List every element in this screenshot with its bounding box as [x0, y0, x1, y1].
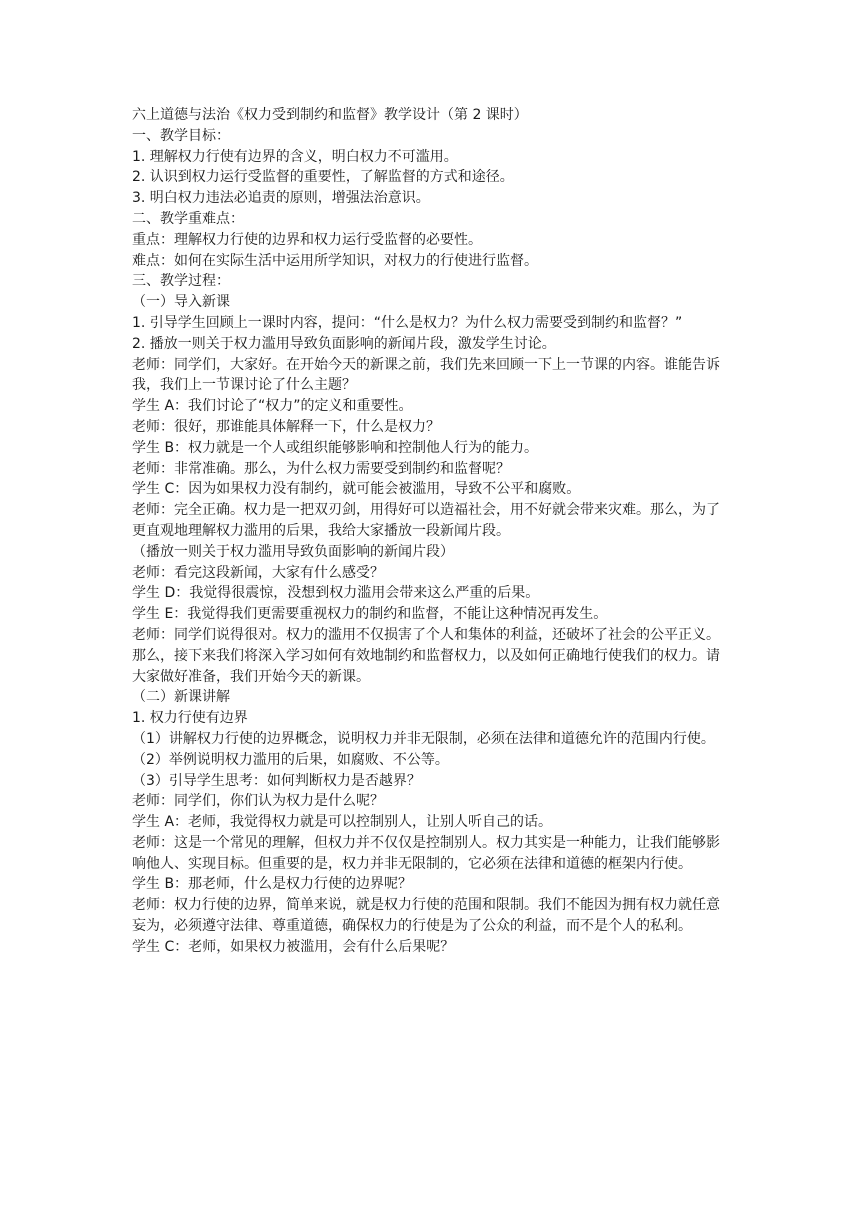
paragraph-line: 老师：同学们说得很对。权力的滥用不仅损害了个人和集体的利益，还破坏了社会的公平正义。那么，接下来我们将深入学习如何有效地制约和监督权力，以及如何正确地行使我们的权力。请大家做好准备，我们开始今天的新课。	[132, 626, 720, 685]
paragraph-line: 难点：如何在实际生活中运用所学知识，对权力的行使进行监督。	[132, 252, 538, 269]
paragraph-line: （二）新课讲解	[132, 689, 230, 706]
paragraph-line: 一、教学目标：	[132, 127, 230, 144]
paragraph-line: 1. 引导学生回顾上一课时内容，提问：“什么是权力？为什么权力需要受到制约和监督？”	[132, 314, 683, 331]
paragraph-line: （3）引导学生思考：如何判断权力是否越界？	[132, 772, 421, 789]
paragraph-line: 学生 A：我们讨论了“权力”的定义和重要性。	[132, 398, 413, 415]
paragraph-line: 学生 C：老师，如果权力被滥用，会有什么后果呢？	[132, 938, 455, 955]
paragraph-line: 3. 明白权力违法必追责的原则，增强法治意识。	[132, 190, 430, 207]
paragraph-line: 学生 C：因为如果权力没有制约，就可能会被滥用，导致不公平和腐败。	[132, 481, 581, 498]
paragraph-line: 学生 A：老师，我觉得权力就是可以控制别人，让别人听自己的话。	[132, 814, 553, 831]
paragraph-line: （播放一则关于权力滥用导致负面影响的新闻片段）	[132, 543, 454, 560]
paragraph-line: （2）举例说明权力滥用的后果，如腐败、不公等。	[132, 751, 449, 768]
paragraph-line: 老师：非常准确。那么，为什么权力需要受到制约和监督呢？	[132, 460, 510, 477]
document-title: 六上道德与法治《权力受到制约和监督》教学设计（第 2 课时）	[132, 107, 528, 123]
paragraph-line: 学生 E：我觉得我们更需要重视权力的制约和监督，不能让这种情况再发生。	[132, 606, 608, 623]
paragraph-line: 二、教学重难点：	[132, 210, 244, 227]
paragraph-line: 三、教学过程：	[132, 273, 230, 290]
paragraph-line: 老师：看完这段新闻，大家有什么感受？	[132, 564, 384, 581]
paragraph-line: 1. 权力行使有边界	[132, 710, 248, 727]
paragraph-line: 老师：权力行使的边界，简单来说，就是权力行使的范围和限制。我们不能因为拥有权力就任意妄为，必须遵守法律、尊重道德，确保权力的行使是为了公众的利益，而不是个人的私利。	[132, 897, 720, 935]
paragraph-line: 学生 B：权力就是一个人或组织能够影响和控制他人行为的能力。	[132, 439, 539, 456]
paragraph-line: 老师：同学们，你们认为权力是什么呢？	[132, 793, 384, 810]
paragraph-line: 老师：完全正确。权力是一把双刃剑，用得好可以造福社会，用不好就会带来灾难。那么，为了更直观地理解权力滥用的后果，我给大家播放一段新闻片段。	[132, 502, 720, 539]
paragraph-line: 重点：理解权力行使的边界和权力运行受监督的必要性。	[132, 231, 482, 248]
paragraph-line: 学生 D：我觉得很震惊，没想到权力滥用会带来这么严重的后果。	[132, 585, 540, 602]
paragraph-line: 2. 播放一则关于权力滥用导致负面影响的新闻片段，激发学生讨论。	[132, 335, 556, 352]
paragraph-line: 学生 B：那老师，什么是权力行使的边界呢？	[132, 876, 413, 893]
paragraph-line: （一）导入新课	[132, 294, 230, 311]
document-body	[132, 126, 732, 958]
paragraph-line: 老师：这是一个常见的理解，但权力并不仅仅是控制别人。权力其实是一种能力，让我们能够影响他人、实现目标。但重要的是，权力并非无限制的，它必须在法律和道德的框架内行使。	[132, 834, 720, 872]
paragraph-line: 2. 认识到权力运行受监督的重要性，了解监督的方式和途径。	[132, 169, 514, 186]
paragraph-line: （1）讲解权力行使的边界概念，说明权力并非无限制，必须在法律和道德允许的范围内行使。	[132, 730, 715, 747]
paragraph-line: 1. 理解权力行使有边界的含义，明白权力不可滥用。	[132, 148, 458, 165]
paragraph-line: 老师：很好，那谁能具体解释一下，什么是权力？	[132, 418, 440, 435]
paragraph-line: 老师：同学们，大家好。在开始今天的新课之前，我们先来回顾一下上一节课的内容。谁能告诉我，我们上一节课讨论了什么主题？	[132, 356, 720, 394]
